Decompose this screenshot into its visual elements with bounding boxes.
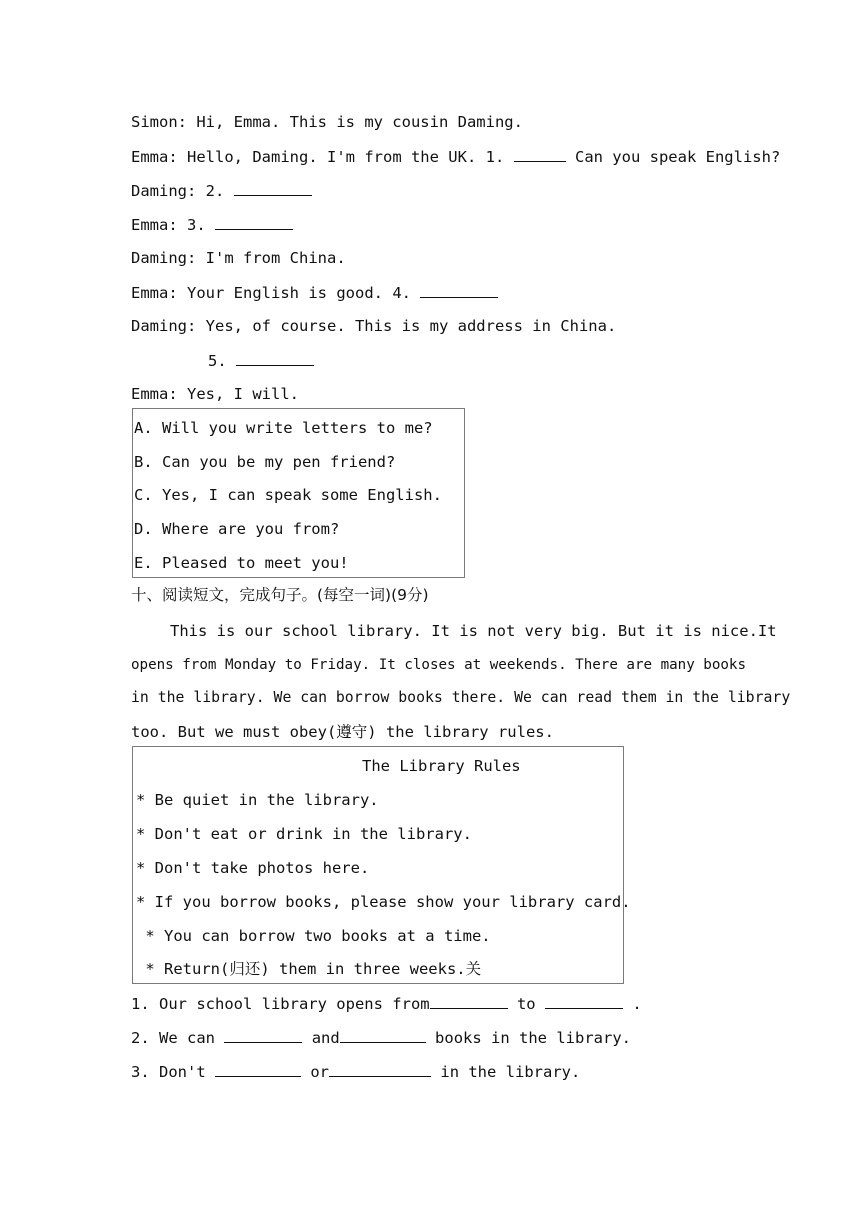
dialogue-line-1 [131, 112, 523, 132]
speaker: Daming: [131, 249, 197, 267]
question-1 [131, 993, 642, 1014]
option-a: A. Will you write letters to me? [134, 419, 433, 437]
option-d: D. Where are you from? [134, 520, 340, 538]
question-text: and [311, 1029, 340, 1047]
question-2-blank-a[interactable] [224, 1027, 302, 1043]
speaker: Emma: [131, 385, 178, 403]
dialogue-line-3 [131, 180, 312, 201]
dialogue-text: Yes, of course. This is my address in China. [205, 317, 617, 335]
dialogue-text: Hello, Daming. I'm from the UK. 1. [187, 148, 505, 166]
dialogue-line-6 [131, 282, 498, 303]
question-text: 1. Our school library opens from [131, 995, 430, 1013]
speaker: Daming: [131, 182, 197, 200]
question-1-blank-b[interactable] [545, 993, 623, 1009]
answer-blank-3[interactable] [215, 214, 293, 230]
answer-blank-2[interactable] [234, 180, 312, 196]
dialogue-text-after: Can you speak English? [574, 148, 781, 166]
dialogue-text: 2. [205, 182, 225, 200]
rule-item: * If you borrow books, please show your library card. [136, 893, 631, 911]
speaker: Emma: [131, 284, 178, 302]
question-2 [131, 1027, 631, 1048]
dialogue-line-4 [131, 214, 293, 235]
speaker: Emma: [131, 216, 178, 234]
question-text: 2. We can [131, 1029, 215, 1047]
rule-item: * Return(归还) them in three weeks.关 [136, 960, 482, 978]
rule-item: * Don't eat or drink in the library. [136, 825, 472, 843]
question-text: . [632, 995, 642, 1013]
question-text: or [310, 1063, 330, 1081]
dialogue-text: 3. [187, 216, 206, 234]
answer-blank-4[interactable] [420, 282, 498, 298]
question-1-blank-a[interactable] [430, 993, 508, 1009]
passage-line-3: in the library. We can borrow books there. We can read them in the library [131, 689, 791, 706]
dialogue-line-7 [131, 316, 616, 336]
question-text: to [516, 995, 536, 1013]
rule-item: * Be quiet in the library. [136, 791, 379, 809]
answer-blank-1[interactable] [514, 146, 566, 162]
speaker: Daming: [131, 317, 197, 335]
dialogue-text: I'm from China. [205, 249, 346, 267]
option-e: E. Pleased to meet you! [134, 554, 349, 572]
question-text: 3. Don't [131, 1063, 206, 1081]
dialogue-text: Your English is good. 4. [187, 284, 411, 302]
speaker: Simon: [131, 113, 187, 131]
section-heading: 十、阅读短文，完成句子。(每空一词)(9分) [131, 586, 429, 604]
dialogue-line-8 [208, 350, 314, 371]
rule-item: * Don't take photos here. [136, 859, 370, 877]
dialogue-line-9 [131, 384, 299, 404]
option-c: C. Yes, I can speak some English. [134, 486, 442, 504]
question-3 [131, 1061, 580, 1082]
dialogue-text: Yes, I will. [187, 385, 299, 403]
speaker: Emma: [131, 148, 178, 166]
question-text: in the library. [440, 1063, 581, 1081]
question-2-blank-b[interactable] [340, 1027, 426, 1043]
passage-line-1: This is our school library. It is not very big. But it is nice.It [170, 622, 777, 640]
rules-title: The Library Rules [362, 757, 521, 775]
dialogue-text: 5. [208, 352, 227, 370]
dialogue-line-2 [131, 146, 780, 167]
passage-line-4: too. But we must obey(遵守) the library rules. [131, 723, 554, 741]
question-3-blank-a[interactable] [215, 1061, 301, 1077]
option-b: B. Can you be my pen friend? [134, 453, 396, 471]
dialogue-text: Hi, Emma. This is my cousin Daming. [196, 113, 523, 131]
passage-line-2: opens from Monday to Friday. It closes at weekends. There are many books [131, 657, 746, 673]
dialogue-line-5 [131, 248, 346, 268]
answer-blank-5[interactable] [236, 350, 314, 366]
rule-item: * You can borrow two books at a time. [136, 927, 491, 945]
question-text: books in the library. [435, 1029, 631, 1047]
question-3-blank-b[interactable] [329, 1061, 431, 1077]
